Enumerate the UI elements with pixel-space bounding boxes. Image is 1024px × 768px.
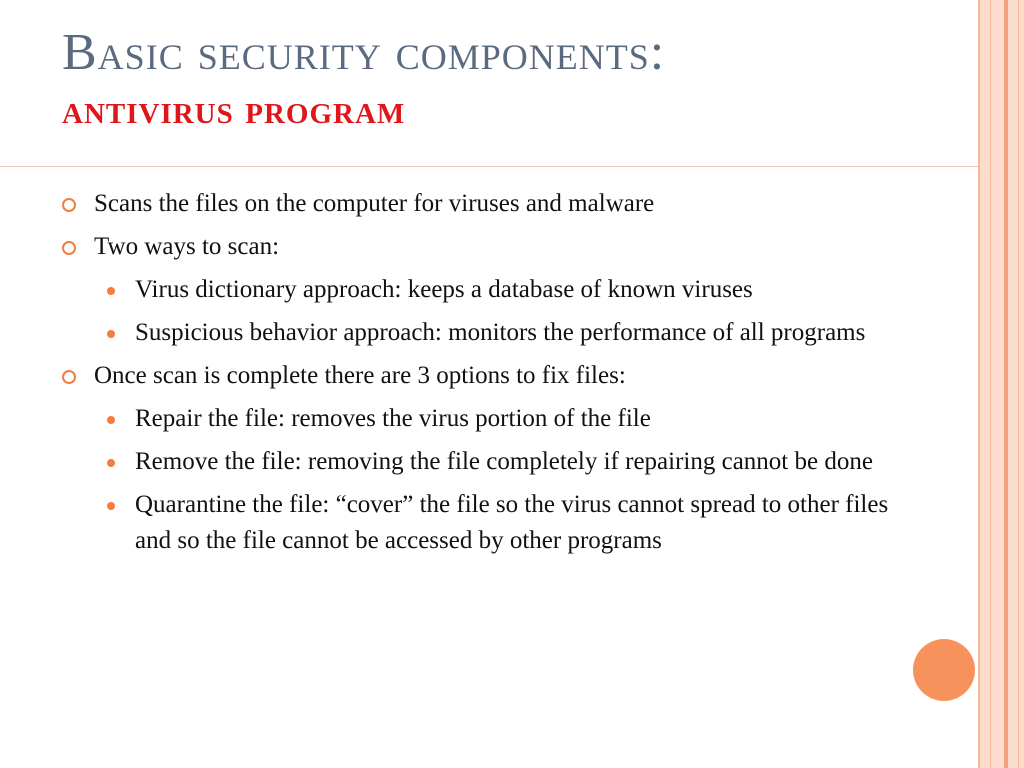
sub-bullet-text: Repair the file: removes the virus portion of the file: [135, 405, 651, 432]
title-divider: [0, 166, 978, 167]
sub-bullet-item: [62, 272, 922, 308]
dot-bullet-icon: [107, 459, 115, 467]
sub-bullet-item: [62, 315, 922, 351]
sub-bullet-list: [62, 401, 922, 559]
sub-bullet-list: [62, 272, 922, 351]
decorative-stripe: [990, 0, 991, 768]
bullet-content: [62, 186, 922, 566]
bullet-item: [62, 186, 922, 222]
ring-bullet-icon: [62, 370, 76, 384]
title-line-2: antivirus program: [62, 87, 406, 133]
dot-bullet-icon: [107, 287, 115, 295]
bullet-text: Scans the files on the computer for viruses and malware: [94, 190, 655, 217]
decorative-stripe: [1018, 0, 1019, 768]
dot-bullet-icon: [107, 416, 115, 424]
sub-bullet-text: Virus dictionary approach: keeps a database of known viruses: [135, 276, 753, 303]
dot-bullet-icon: [107, 330, 115, 338]
sub-bullet-text: Quarantine the file: “cover” the file so the virus cannot spread to other files and so the file cannot be accessed by other programs: [135, 491, 889, 554]
sub-bullet-item: [62, 444, 922, 480]
bullet-list: [62, 186, 922, 265]
decorative-stripe: [1004, 0, 1008, 768]
sub-bullet-text: Suspicious behavior approach: monitors the performance of all programs: [135, 319, 866, 346]
ring-bullet-icon: [62, 241, 76, 255]
bullet-item: [62, 229, 922, 265]
slide-title: [62, 22, 942, 136]
decorative-circle: [913, 639, 975, 701]
ring-bullet-icon: [62, 198, 76, 212]
sub-bullet-item: [62, 401, 922, 437]
bullet-item: [62, 358, 922, 394]
bullet-text: Once scan is complete there are 3 options to fix files:: [94, 362, 626, 389]
title-line-1: Basic security components:: [62, 24, 666, 81]
dot-bullet-icon: [107, 502, 115, 510]
bullet-list: [62, 358, 922, 394]
bullet-text: Two ways to scan:: [94, 233, 280, 260]
sub-bullet-item: [62, 487, 922, 559]
sub-bullet-text: Remove the file: removing the file completely if repairing cannot be done: [135, 448, 873, 475]
decorative-stripe: [978, 0, 980, 768]
